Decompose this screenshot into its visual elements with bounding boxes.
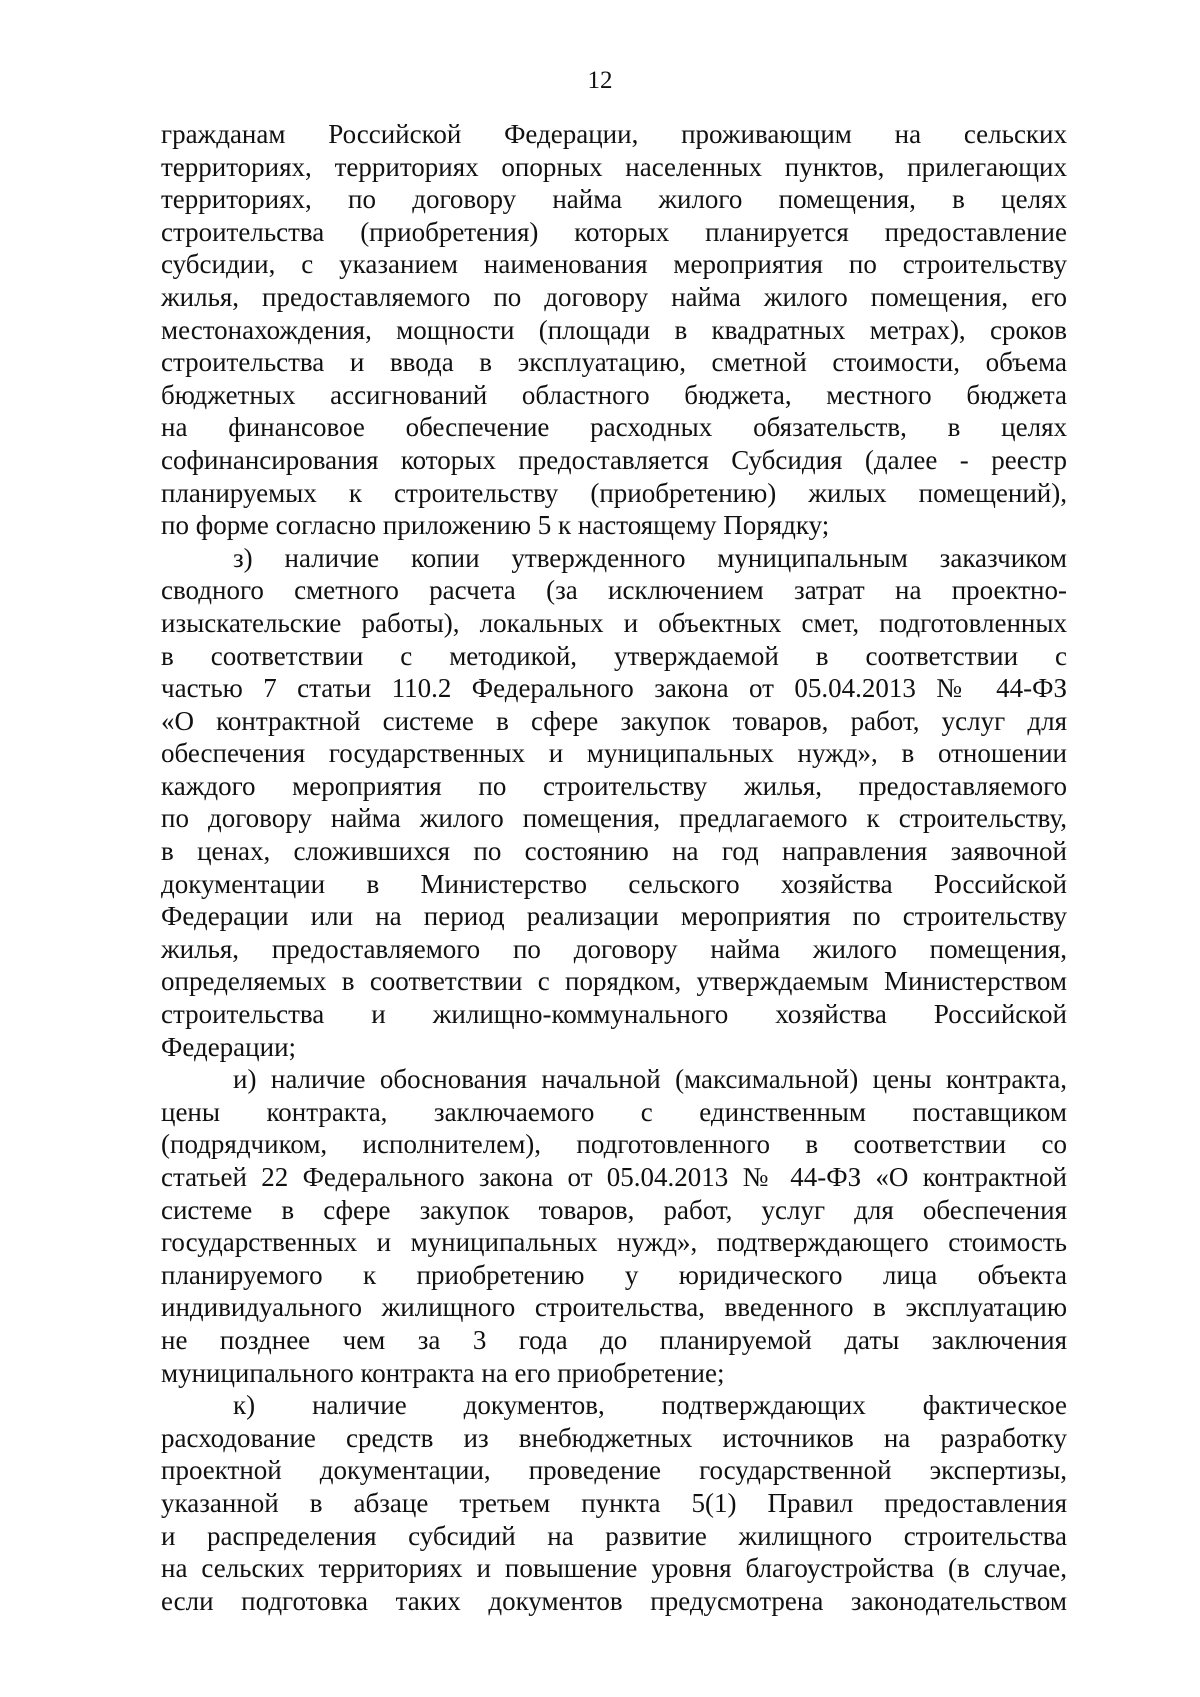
text-line: строительства (приобретения) которых планируется предоставление xyxy=(161,216,1067,247)
text-line: софинансирования которых предоставляется Субсидия (далее - реестр xyxy=(161,444,1067,475)
text-line: системе в сфере закупок товаров, работ, услуг для обеспечения xyxy=(161,1194,1067,1225)
text-line: в ценах, сложившихся по состоянию на год направления заявочной xyxy=(161,836,1067,867)
text-line: к) наличие документов, подтверждающих фактическое xyxy=(233,1390,1067,1421)
text-line: государственных и муниципальных нужд», подтверждающего стоимость xyxy=(161,1227,1067,1258)
text-line: «О контрактной системе в сфере закупок товаров, работ, услуг для xyxy=(161,705,1067,736)
text-line: планируемых к строительству (приобретению) жилых помещений), xyxy=(161,477,1067,508)
text-line: в соответствии с методикой, утверждаемой в соответствии с xyxy=(161,640,1067,671)
text-line: и) наличие обоснования начальной (максимальной) цены контракта, xyxy=(233,1064,1067,1095)
text-line: указанной в абзаце третьем пункта 5(1) Правил предоставления xyxy=(161,1487,1067,1518)
text-line: проектной документации, проведение государственной экспертизы, xyxy=(161,1455,1067,1486)
text-line: документации в Министерство сельского хозяйства Российской xyxy=(161,868,1067,899)
text-line: на сельских территориях и повышение уровня благоустройства (в случае, xyxy=(161,1553,1067,1584)
text-line: определяемых в соответствии с порядком, утверждаемым Министерством xyxy=(161,966,1067,997)
text-line: строительства и жилищно-коммунального хозяйства Российской xyxy=(161,999,1067,1030)
text-line: индивидуального жилищного строительства, введенного в эксплуатацию xyxy=(161,1292,1067,1323)
text-line: жилья, предоставляемого по договору найма жилого помещения, его xyxy=(161,281,1067,312)
text-line: на финансовое обеспечение расходных обязательств, в целях xyxy=(161,412,1067,443)
text-line: з) наличие копии утвержденного муниципальным заказчиком xyxy=(233,542,1067,573)
text-line: жилья, предоставляемого по договору найма жилого помещения, xyxy=(161,933,1067,964)
text-line: строительства и ввода в эксплуатацию, сметной стоимости, объема xyxy=(161,347,1067,378)
text-line: расходование средств из внебюджетных источников на разработку xyxy=(161,1422,1067,1453)
text-line: территориях, по договору найма жилого помещения, в целях xyxy=(161,184,1067,215)
text-line: изыскательские работы), локальных и объектных смет, подготовленных xyxy=(161,607,1067,638)
text-line: и распределения субсидий на развитие жилищного строительства xyxy=(161,1520,1067,1551)
text-line: каждого мероприятия по строительству жилья, предоставляемого xyxy=(161,770,1067,801)
text-line: субсидии, с указанием наименования мероприятия по строительству xyxy=(161,249,1067,280)
text-line: Федерации; xyxy=(161,1031,297,1062)
text-line: муниципального контракта на его приобретение; xyxy=(161,1357,725,1388)
text-line: местонахождения, мощности (площади в квадратных метрах), сроков xyxy=(161,314,1067,345)
page-number: 12 xyxy=(587,67,613,94)
text-line: гражданам Российской Федерации, проживающим на сельских xyxy=(161,119,1067,149)
paragraph-item-z xyxy=(161,542,1067,1064)
text-line: Федерации или на период реализации мероприятия по строительству xyxy=(161,901,1067,932)
text-line: по договору найма жилого помещения, предлагаемого к строительству, xyxy=(161,803,1067,834)
text-line: по форме согласно приложению 5 к настоящему Порядку; xyxy=(161,510,830,541)
paragraph-item-k xyxy=(161,1389,1067,1617)
text-line: не позднее чем за 3 года до планируемой даты заключения xyxy=(161,1324,1067,1355)
text-line: цены контракта, заключаемого с единственным поставщиком xyxy=(161,1096,1067,1127)
paragraph-continuation xyxy=(161,118,1067,542)
text-line: бюджетных ассигнований областного бюджета, местного бюджета xyxy=(161,379,1067,410)
text-line: если подготовка таких документов предусмотрена законодательством xyxy=(161,1585,1067,1616)
text-line: территориях, территориях опорных населенных пунктов, прилегающих xyxy=(161,151,1067,182)
text-line: сводного сметного расчета (за исключением затрат на проектно- xyxy=(161,575,1067,606)
text-line: частью 7 статьи 110.2 Федерального закона от 05.04.2013 № 44-ФЗ xyxy=(161,673,1067,704)
paragraph-item-i xyxy=(161,1063,1067,1389)
text-line: статьей 22 Федерального закона от 05.04.2013 № 44-ФЗ «О контрактной xyxy=(161,1162,1067,1192)
text-line: планируемого к приобретению у юридического лица объекта xyxy=(161,1259,1067,1290)
document-body xyxy=(161,118,1067,1617)
text-line: обеспечения государственных и муниципальных нужд», в отношении xyxy=(161,738,1067,769)
text-line: (подрядчиком, исполнителем), подготовленного в соответствии со xyxy=(161,1129,1067,1160)
